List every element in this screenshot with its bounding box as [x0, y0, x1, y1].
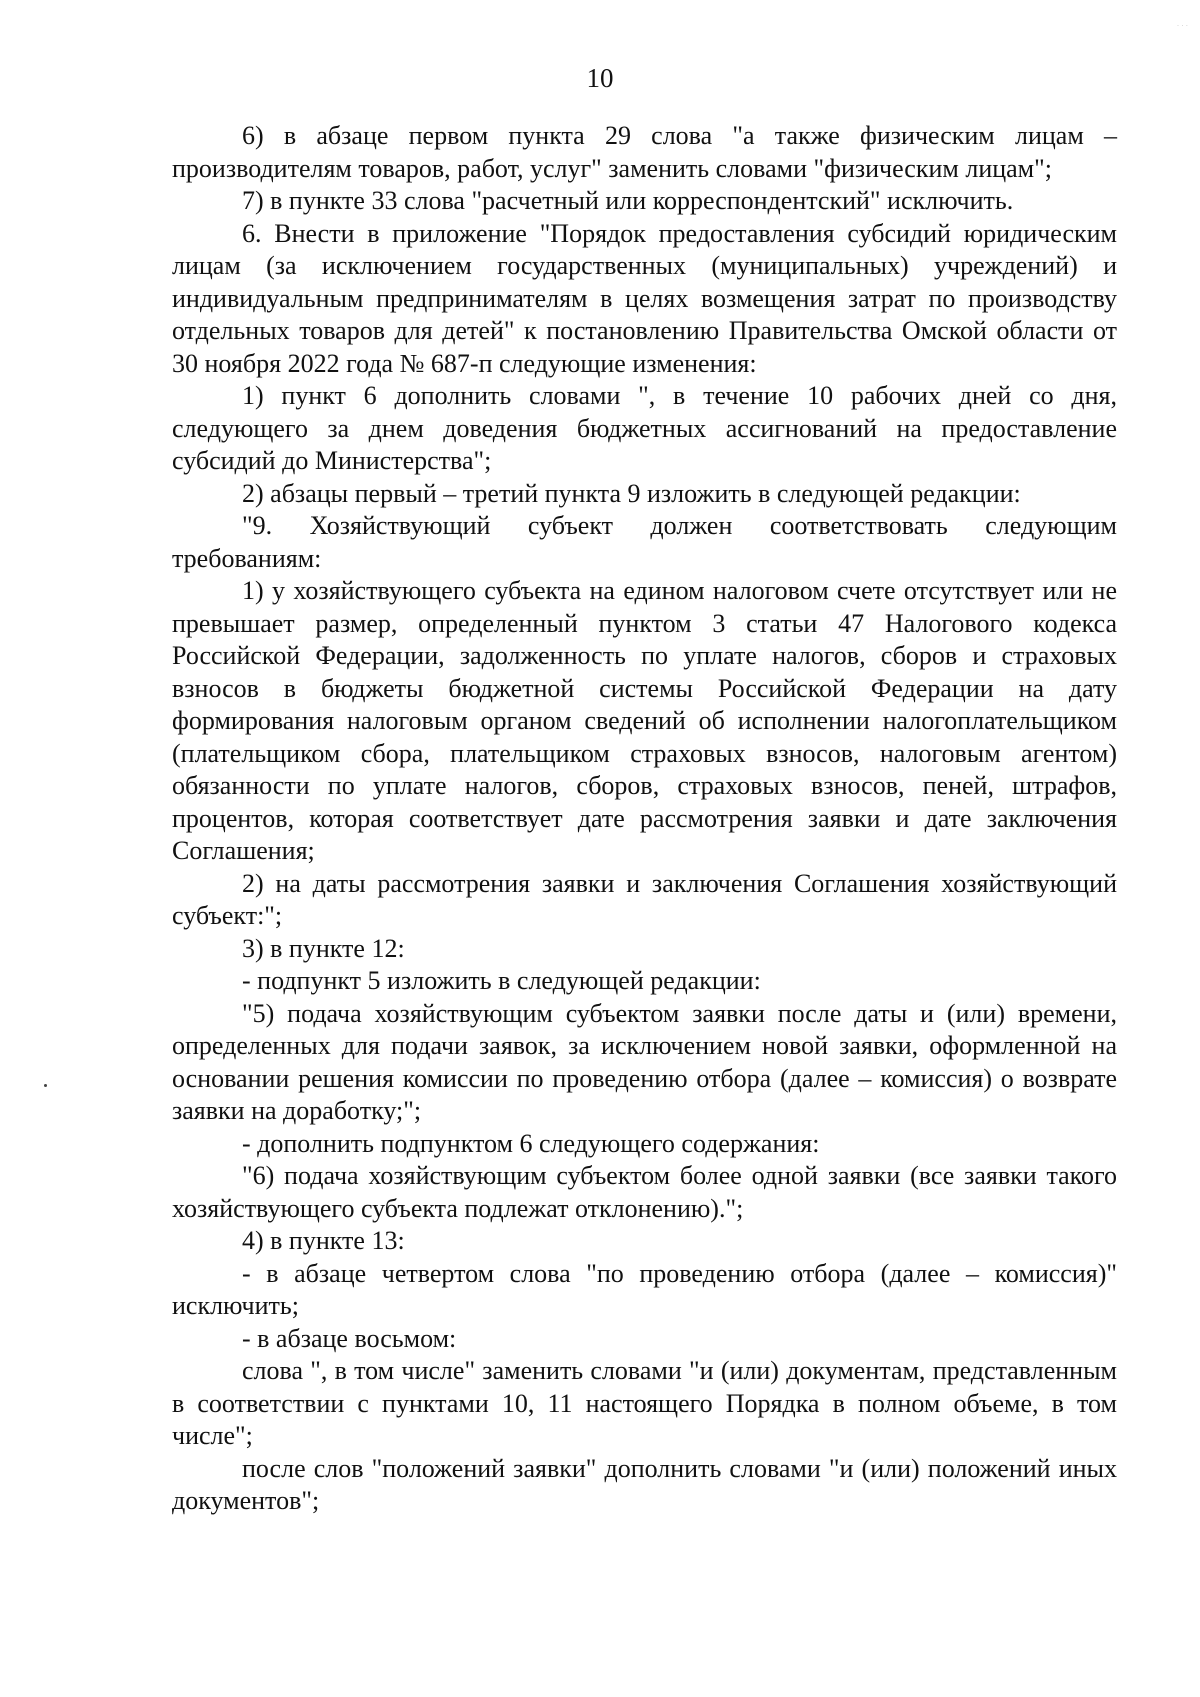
corner-scan-mark: · · · — [1176, 22, 1188, 30]
paragraph-item-6-point-29: 6) в абзаце первом пункта 29 слова "а также физическим лицам – производителям товаров, работ, услуг" заменить словами "физическим лицам"; — [172, 121, 1117, 183]
paragraph-item-4-point-13: 4) в пункте 13: — [242, 1226, 405, 1255]
document-body — [172, 120, 1117, 1518]
paragraph-subpoint-5-text: "5) подача хозяйствующим субъектом заявки после даты и (или) времени, определенных для подачи заявок, за исключением новой заявки, оформленной на основании решения комиссии по проведению отбора (далее – комиссия) о возврате заявки на доработку;"; — [172, 998, 1117, 1125]
paragraph-abzac-8-words: слова ", в том числе" заменить словами "и (или) документам, представленным в соответствии с пунктами 10, 11 настоящего Порядка в полном объеме, в том числе"; — [172, 1356, 1117, 1450]
paragraph-item-1-point-6: 1) пункт 6 дополнить словами ", в течение 10 рабочих дней со дня, следующего за днем доведения бюджетных ассигнований на предоставление субсидий до Министерства"; — [172, 381, 1117, 475]
paragraph-item-2-point-9: 2) абзацы первый – третий пункта 9 изложить в следующей редакции: — [242, 478, 1021, 508]
paragraph-subpoint-6-text: "6) подача хозяйствующим субъектом более одной заявки (все заявки такого хозяйствующего субъекта подлежат отклонению)."; — [172, 1161, 1117, 1223]
paragraph-subpoint-6-heading: - дополнить подпунктом 6 следующего содержания: — [242, 1128, 820, 1158]
paragraph-abzac-8-after: после слов "положений заявки" дополнить словами "и (или) положений иных документов"; — [172, 1453, 1117, 1515]
paragraph-section-6-intro: 6. Внести в приложение "Порядок предоставления субсидий юридическим лицам (за исключением государственных (муниципальных) учреждений) и индивидуальным предпринимателям в целях возмещения затрат по производству отдельных товаров для детей" к постановлению Правительства Омской области от 30 ноября 2022 года № 687-п следующие изменения: — [172, 218, 1117, 378]
scan-artifact-dot — [44, 1084, 47, 1087]
paragraph-item-7-point-33: 7) в пункте 33 слова "расчетный или корреспондентский" исключить. — [242, 186, 1014, 215]
paragraph-requirement-1: 1) у хозяйствующего субъекта на едином налоговом счете отсутствует или не превышает размер, определенный пунктом 3 статьи 47 Налогового кодекса Российской Федерации, задолженность по уплате налогов, сборов и страховых взносов в бюджеты бюджетной системы Российской Федерации на дату формирования налоговым органом сведений об исполнении налогоплательщиком (плательщиком сбора, плательщиком страховых взносов, налоговым агентом) обязанности по уплате налогов, сборов, страховых взносов, пеней, штрафов, процентов, которая соответствует дате рассмотрения заявки и дате заключения Соглашения; — [172, 576, 1117, 865]
paragraph-item-3-point-12: 3) в пункте 12: — [242, 933, 405, 963]
paragraph-subpoint-5-heading: - подпункт 5 изложить в следующей редакции: — [242, 966, 761, 995]
paragraph-abzac-4: - в абзаце четвертом слова "по проведению отбора (далее – комиссия)" исключить; — [172, 1258, 1117, 1320]
page-number: 10 — [586, 63, 614, 93]
paragraph-requirement-2: 2) на даты рассмотрения заявки и заключения Соглашения хозяйствующий субъект:"; — [172, 868, 1117, 930]
paragraph-point-9-text: "9. Хозяйствующий субъект должен соответствовать следующим требованиям: — [172, 511, 1117, 573]
paragraph-abzac-8-heading: - в абзаце восьмом: — [242, 1323, 457, 1353]
